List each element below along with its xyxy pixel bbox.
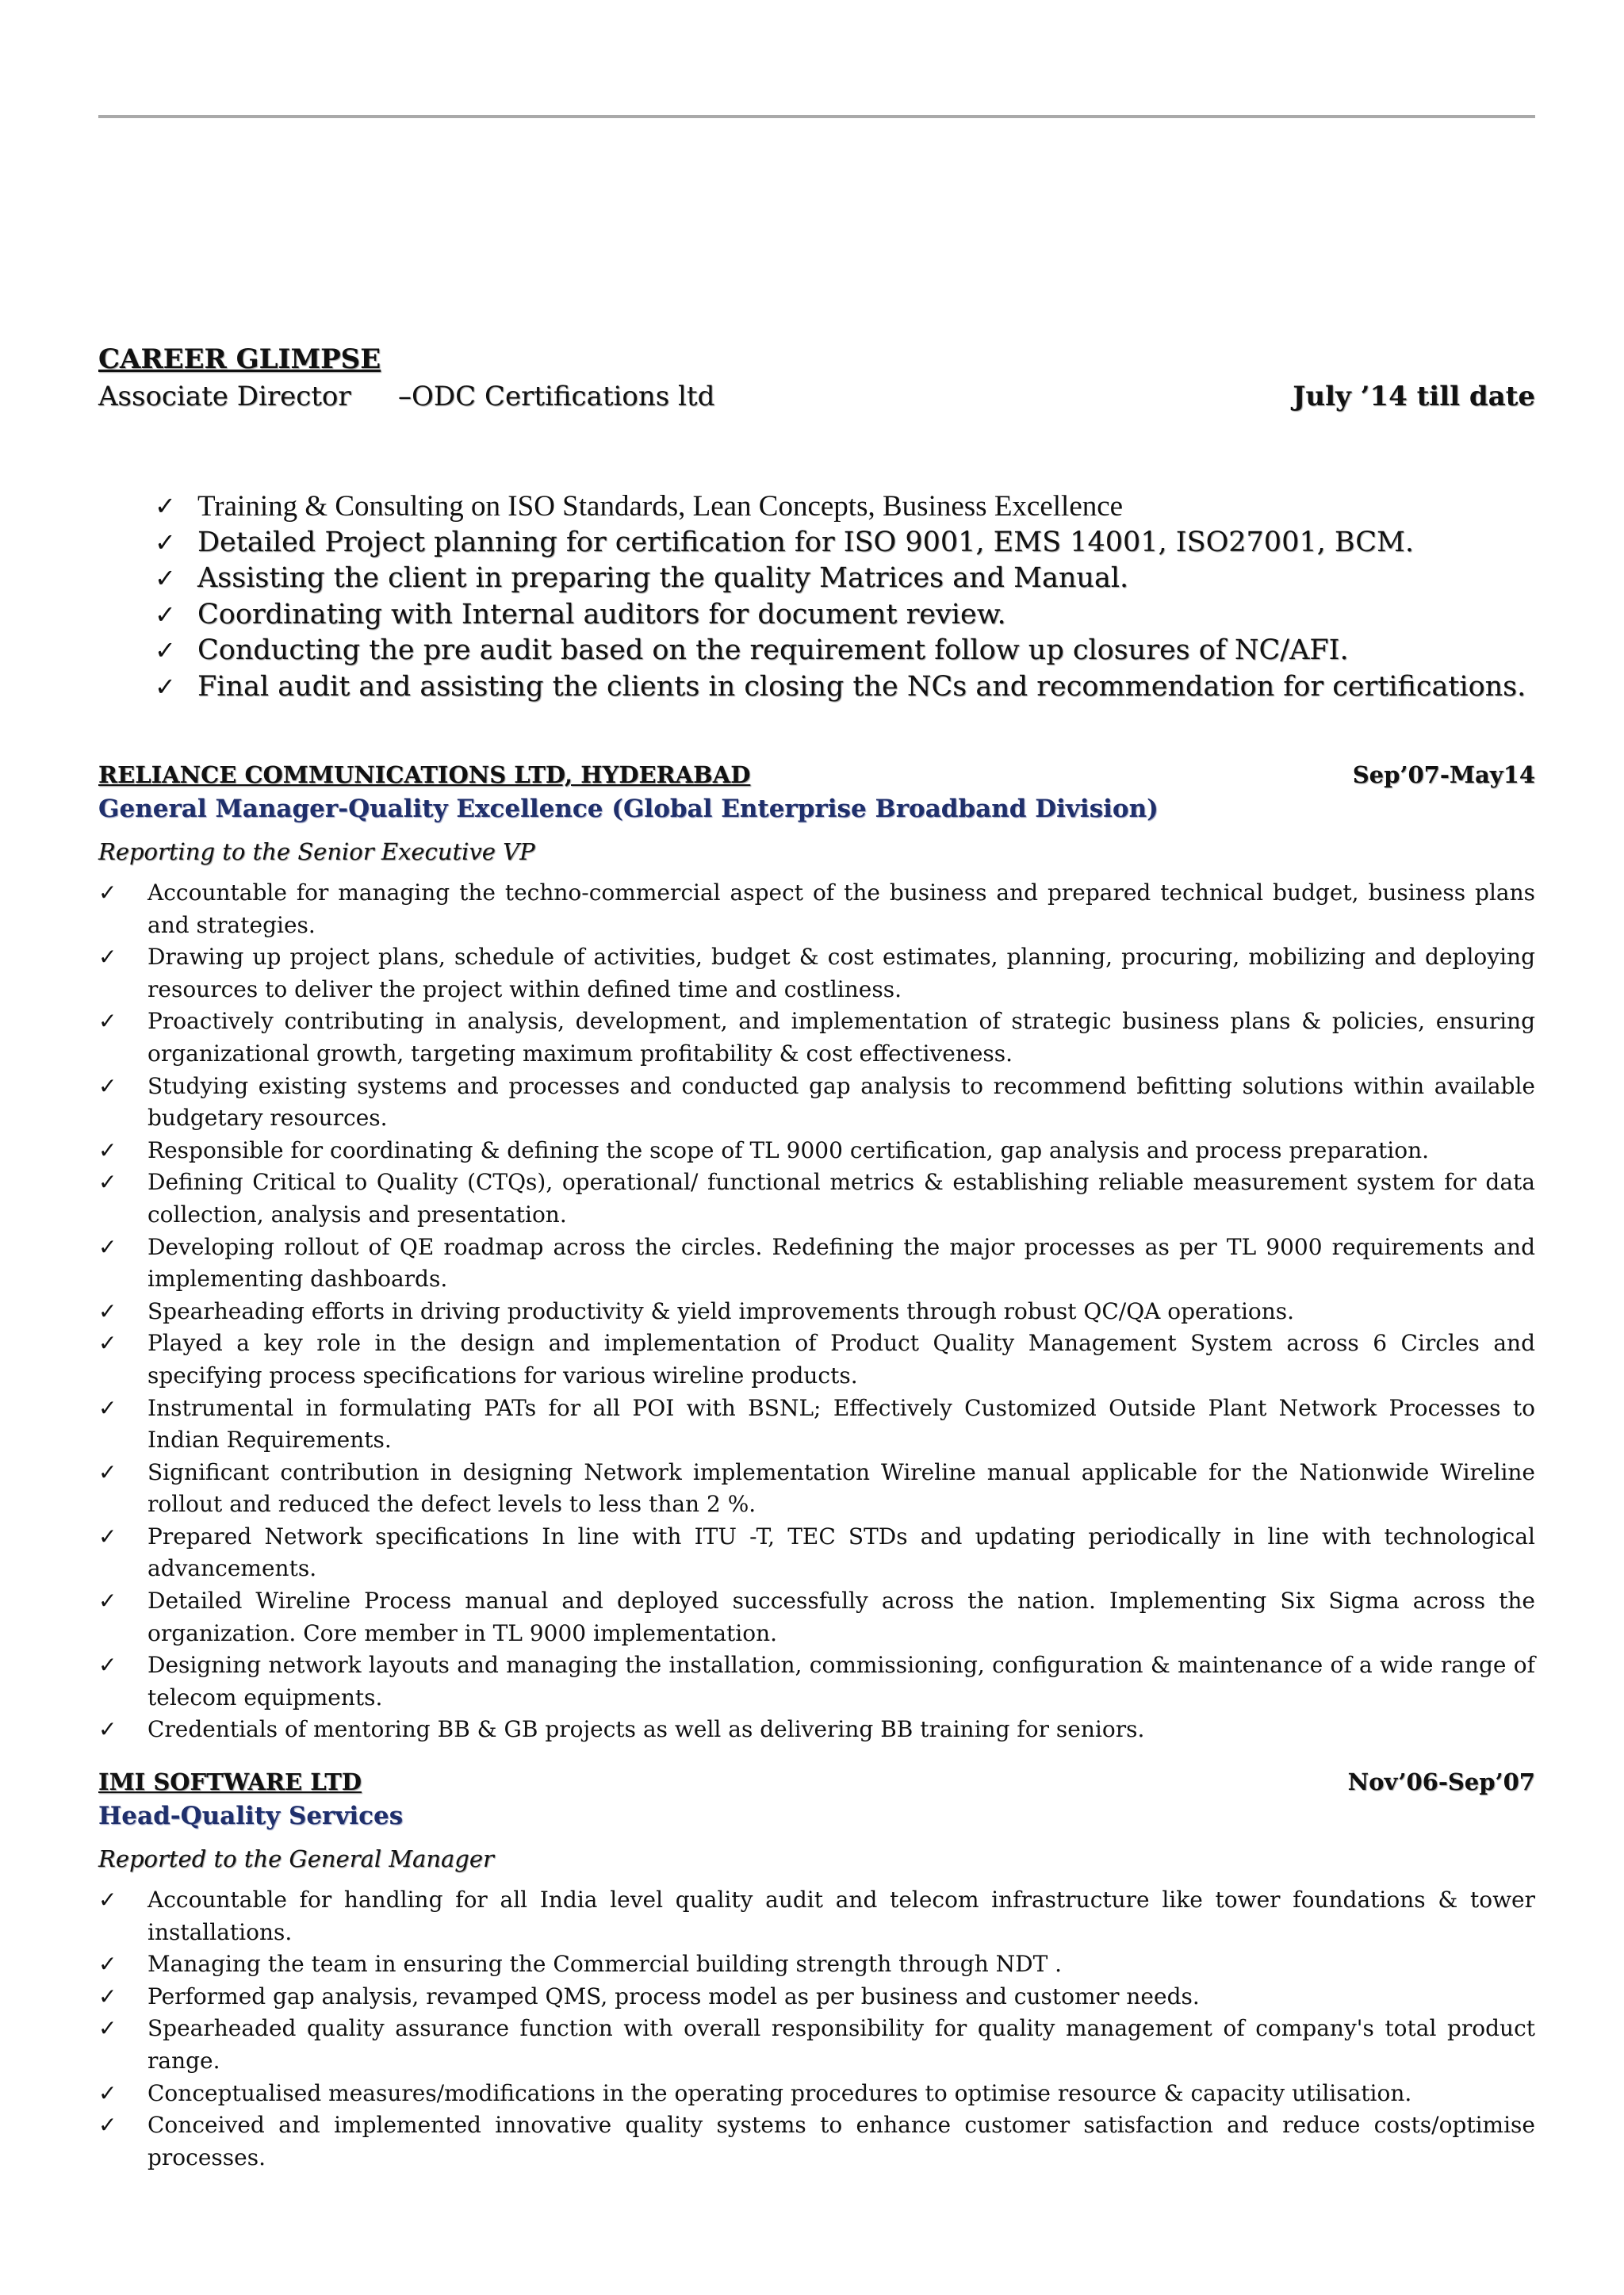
role-title: Associate Director [98,381,351,412]
list-item: ✓ Prepared Network specifications In line with ITU -T, TEC STDs and updating periodically in line with technological advancements. [98,1521,1535,1585]
job-header [98,1765,1535,1799]
company-name: RELIANCE COMMUNICATIONS LTD, HYDERABAD [98,761,751,788]
checkmark-icon: ✓ [155,563,176,593]
job-bullets [98,1884,1535,2174]
checkmark-icon: ✓ [98,879,117,906]
checkmark-icon: ✓ [98,1072,117,1099]
checkmark-icon: ✓ [155,671,176,702]
checkmark-icon: ✓ [98,1297,117,1324]
job-position: General Manager-Quality Excellence (Global Enterprise Broadband Division) [98,795,1159,823]
job-reliance [98,758,1535,1746]
role-period: July ’14 till date [1293,381,1535,412]
list-item: ✓ Assisting the client in preparing the quality Matrices and Manual. [155,561,1503,597]
checkmark-icon: ✓ [98,1588,117,1615]
list-item: ✓ Final audit and assisting the clients in closing the NCs and recommendation for certifications. [155,669,1503,706]
checkmark-icon: ✓ [98,1887,117,1913]
list-item: ✓ Conducting the pre audit based on the requirement follow up closures of NC/AFI. [155,633,1503,669]
list-item: ✓ Accountable for handling for all India level quality audit and telecom infrastructure like tower foundations & tower installations. [98,1884,1535,1948]
checkmark-icon: ✓ [98,1951,117,1978]
list-item: ✓ Coordinating with Internal auditors for document review. [155,597,1503,634]
list-item: ✓ Studying existing systems and processes and conducted gap analysis to recommend befitting solutions within available budgetary resources. [98,1071,1535,1135]
list-item: ✓ Spearheading efforts in driving productivity & yield improvements through robust QC/QA operations. [98,1296,1535,1328]
role-company: –ODC Certifications ltd [398,381,715,412]
reporting-line: Reported to the General Manager [98,1845,494,1872]
reporting-line: Reporting to the Senior Executive VP [98,838,535,865]
checkmark-icon: ✓ [155,635,176,665]
checkmark-icon: ✓ [98,944,117,971]
job-imi-software [98,1765,1535,2174]
job-header [98,758,1535,791]
list-item: ✓ Instrumental in formulating PATs for all POI with BSNL; Effectively Customized Outside Plant Network Processes to Indian Requirements. [98,1393,1535,1457]
list-item: ✓ Managing the team in ensuring the Commercial building strength through NDT . [98,1948,1535,1981]
list-item: ✓ Designing network layouts and managing the installation, commissioning, configuration & maintenance of a wide range of telecom equipments. [98,1649,1535,1714]
section-heading: CAREER GLIMPSE [98,343,381,375]
checkmark-icon: ✓ [98,1169,117,1196]
job-period: Sep’07-May14 [1352,761,1535,788]
checkmark-icon: ✓ [98,1523,117,1550]
career-glimpse-section [98,341,1535,416]
list-item: ✓ Accountable for managing the techno-commercial aspect of the business and prepared technical budget, business plans and strategies. [98,877,1535,941]
current-role-line [98,377,1535,416]
job-position: Head-Quality Services [98,1802,404,1830]
checkmark-icon: ✓ [98,2015,117,2042]
list-item: ✓ Played a key role in the design and implementation of Product Quality Management System across 6 Circles and specifying process specifications for various wireline products. [98,1328,1535,1392]
list-item: ✓ Credentials of mentoring BB & GB projects as well as delivering BB training for seniors. [98,1714,1535,1746]
checkmark-icon: ✓ [98,1458,117,1485]
checkmark-icon: ✓ [98,1652,117,1679]
list-item: ✓ Drawing up project plans, schedule of activities, budget & cost estimates, planning, procuring, mobilizing and deploying resources to deliver the project within defined time and costliness. [98,941,1535,1006]
list-item: ✓ Significant contribution in designing Network implementation Wireline manual applicable for the Nationwide Wireline rollout and reduced the defect levels to less than 2 %. [98,1457,1535,1521]
checkmark-icon: ✓ [155,527,176,557]
company-name: IMI SOFTWARE LTD [98,1768,362,1795]
list-item: ✓ Defining Critical to Quality (CTQs), operational/ functional metrics & establishing reliable measurement system for data collection, analysis and presentation. [98,1167,1535,1231]
top-divider [98,115,1535,118]
list-item: ✓ Detailed Project planning for certification for ISO 9001, EMS 14001, ISO27001, BCM. [155,525,1503,561]
checkmark-icon: ✓ [98,1233,117,1260]
current-role-bullets [155,489,1526,705]
job-period: Nov’06-Sep’07 [1347,1768,1535,1795]
checkmark-icon: ✓ [98,1394,117,1421]
checkmark-icon: ✓ [98,1008,117,1035]
list-item: ✓ Spearheaded quality assurance function with overall responsibility for quality management of company's total product range. [98,2013,1535,2077]
list-item: ✓ Detailed Wireline Process manual and deployed successfully across the nation. Implementing Six Sigma across the organization. Core member in TL 9000 implementation. [98,1585,1535,1649]
list-item: ✓ Training & Consulting on ISO Standards, Lean Concepts, Business Excellence [155,489,1503,525]
list-item: ✓ Responsible for coordinating & defining the scope of TL 9000 certification, gap analysis and process preparation. [98,1135,1535,1167]
list-item: ✓ Conceived and implemented innovative quality systems to enhance customer satisfaction and reduce costs/optimise processes. [98,2109,1535,2174]
checkmark-icon: ✓ [155,599,176,630]
job-bullets [98,877,1535,1746]
list-item: ✓ Performed gap analysis, revamped QMS, process model as per business and customer needs. [98,1981,1535,2013]
checkmark-icon: ✓ [98,1983,117,2010]
checkmark-icon: ✓ [98,1716,117,1743]
list-item: ✓ Developing rollout of QE roadmap across the circles. Redefining the major processes as per TL 9000 requirements and implementing dashboards. [98,1232,1535,1296]
checkmark-icon: ✓ [98,2079,117,2106]
list-item: ✓ Conceptualised measures/modifications in the operating procedures to optimise resource & capacity utilisation. [98,2078,1535,2110]
list-item: ✓ Proactively contributing in analysis, development, and implementation of strategic business plans & policies, ensuring organizational growth, targeting maximum profitability & cost effectiveness. [98,1006,1535,1070]
checkmark-icon: ✓ [155,491,176,521]
checkmark-icon: ✓ [98,2112,117,2139]
checkmark-icon: ✓ [98,1330,117,1357]
checkmark-icon: ✓ [98,1136,117,1163]
